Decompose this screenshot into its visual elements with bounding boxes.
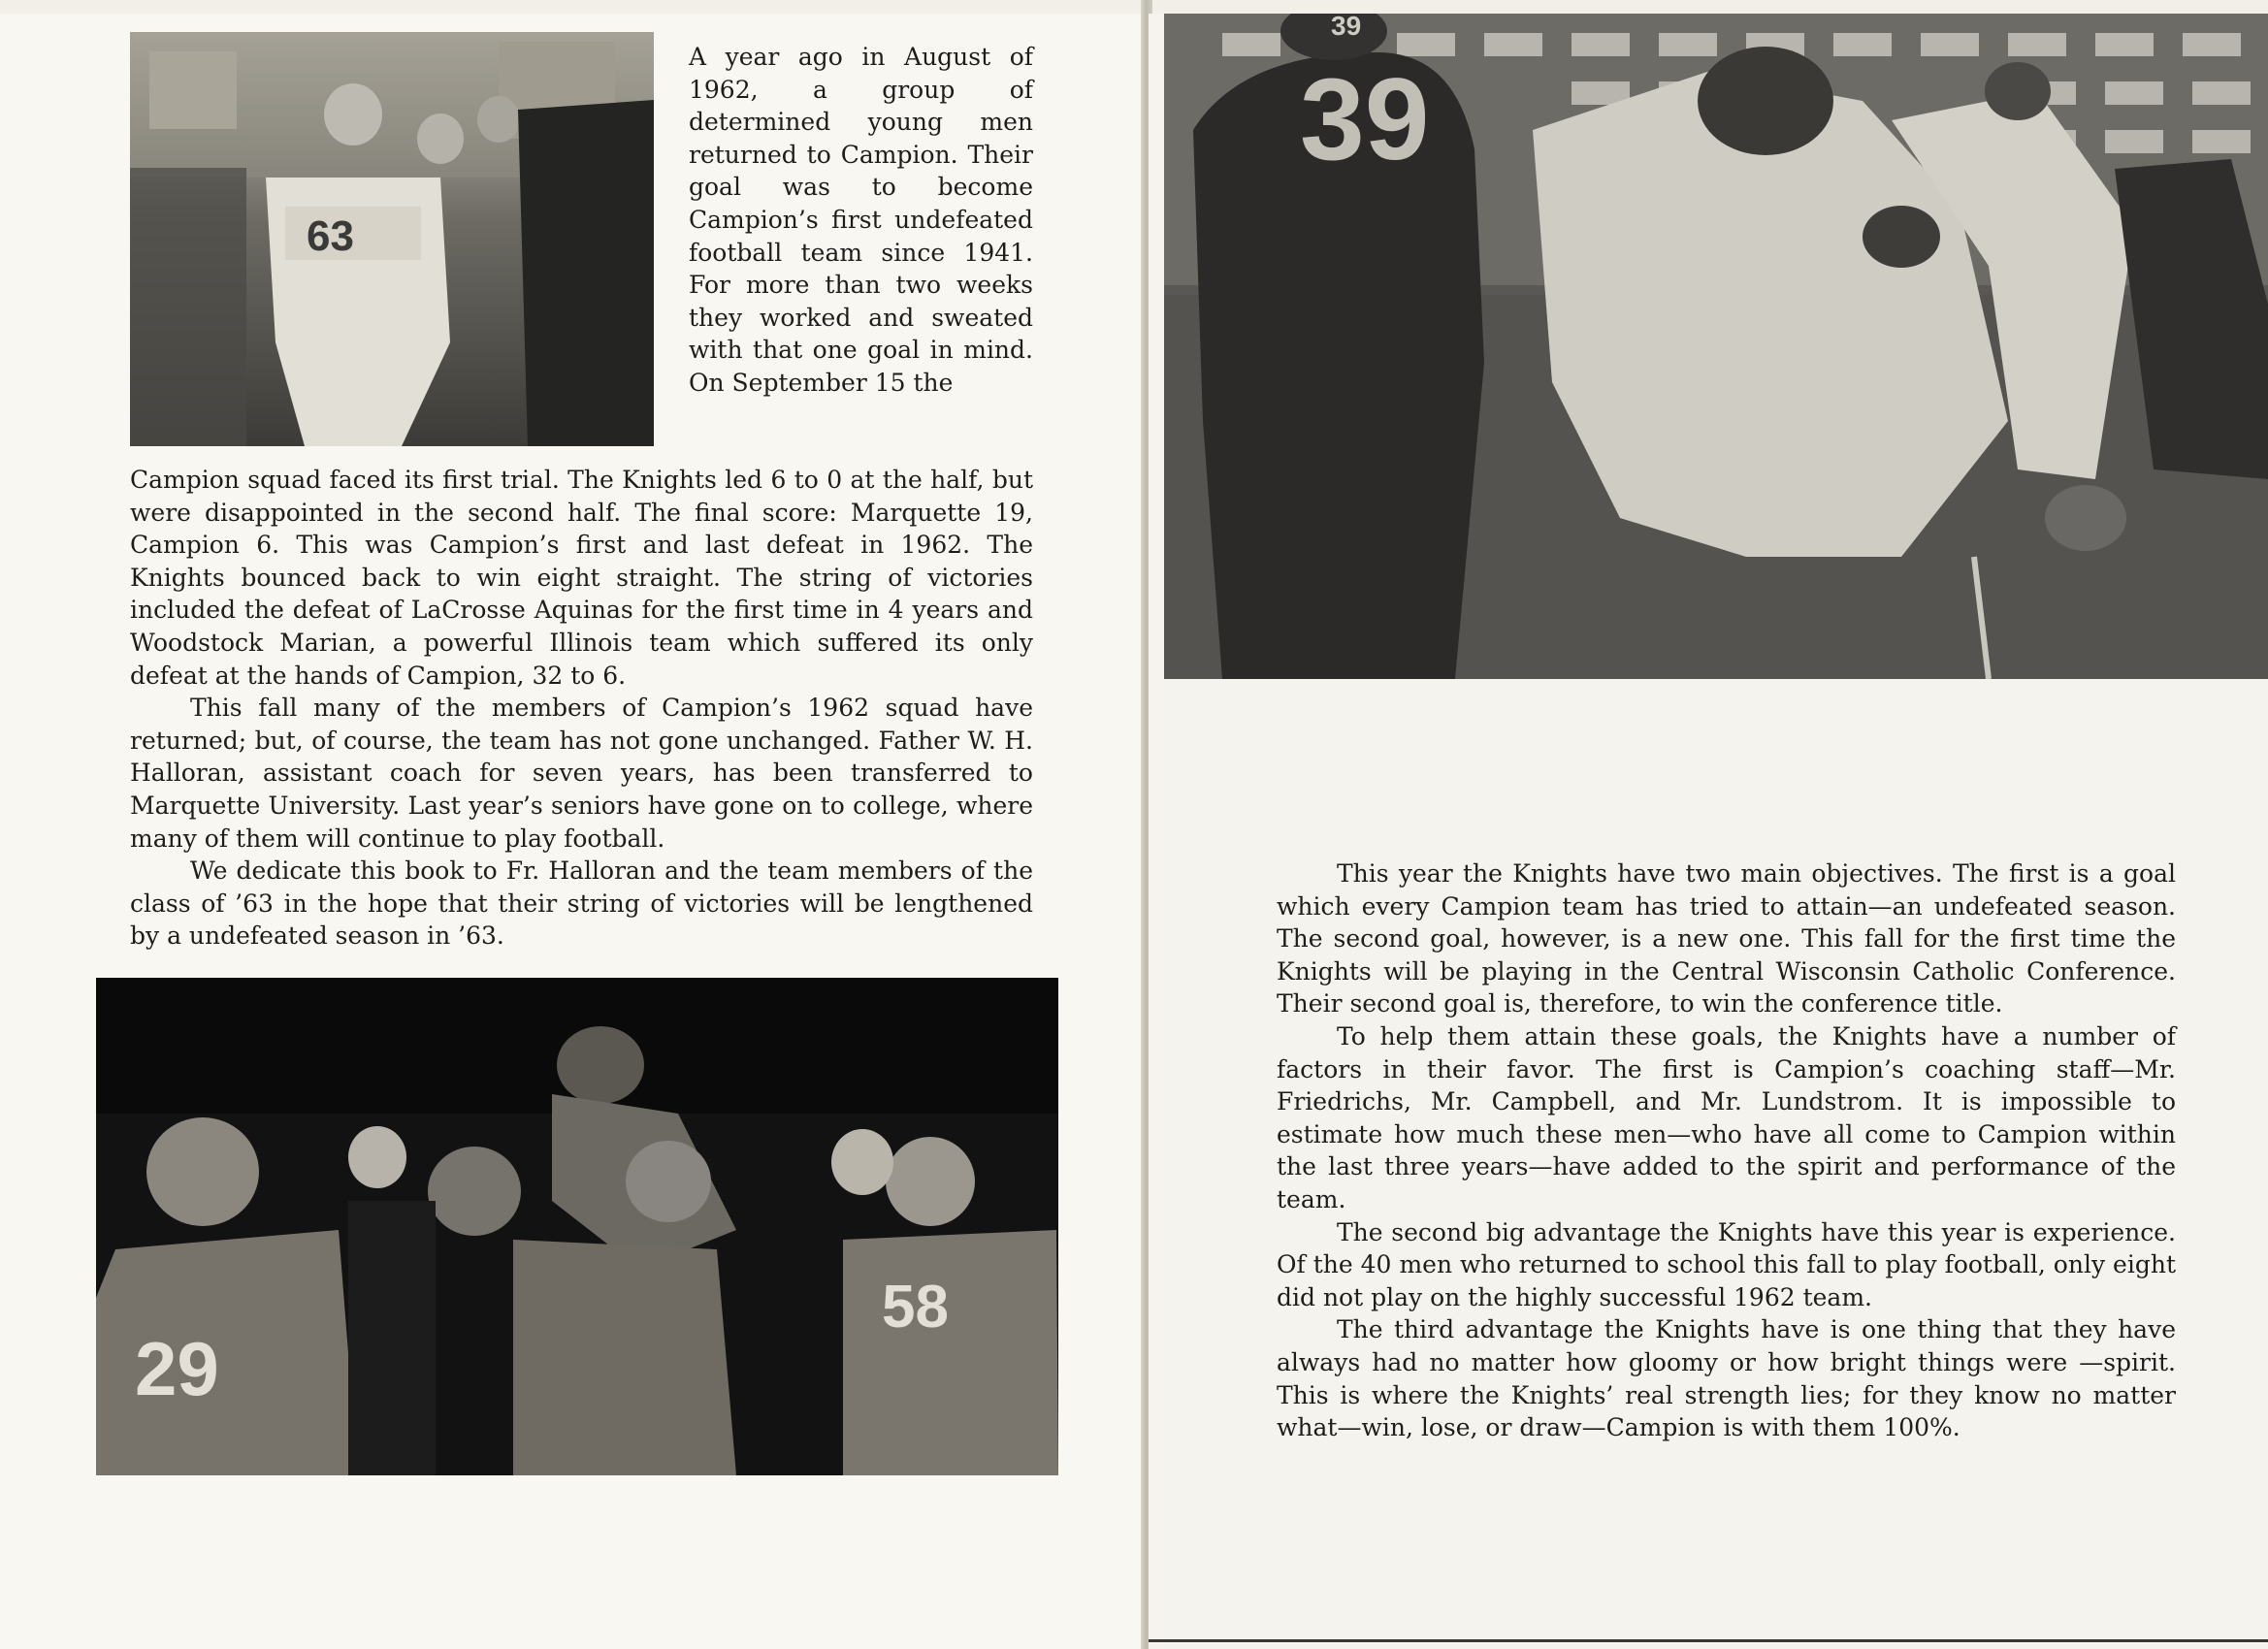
celebration-photo-image bbox=[96, 978, 1058, 1475]
intro-wrapped-text: A year ago in August of 1962, a group of determined young men returned to Campion. Their goal was to become Campion’s first undefeated football team since 1941. For more than two weeks they worked and sweated with that one goal in mind. On September 15 the bbox=[689, 43, 1033, 397]
celebration-photo bbox=[96, 978, 1058, 1475]
returned-squad-paragraph: This fall many of the members of Campion’s 1962 squad have returned; but, of course, the team has not gone unchanged. Father W. H. Halloran, assistant coach for seven years, has been transferred to Marquette University. Last year’s seniors have gone on to college, where many of them will continue to play football. bbox=[130, 694, 1033, 853]
objectives-paragraph: This year the Knights have two main objectives. The first is a goal which every Campion team has tried to attain—an undefeated season. The second goal, however, is a new one. This fall for the first time the Knights will be playing in the Central Wisconsin Catholic Conference. Their second goal is, therefore, to win the conference title. bbox=[1277, 859, 2176, 1018]
game-action-photo bbox=[1164, 14, 2268, 679]
helmet-number-39: 39 bbox=[1331, 14, 1362, 41]
jersey-number-29: 29 bbox=[135, 1326, 219, 1411]
intro-continued-paragraph: Campion squad faced its first trial. The Knights led 6 to 0 at the half, but were disappointed in the second half. The final score: Marquette 19, Campion 6. This was Campion’s first and last defeat in 1962. The Knights bounced back to win eight straight. The string of victories included the defeat of LaCrosse Aquinas for the first time in 4 years and Woodstock Marian, a powerful Illinois team which suffered its only defeat at the hands of Campion, 32 to 6. bbox=[130, 466, 1033, 690]
coaching-staff-paragraph: To help them attain these goals, the Knights have a number of factors in their favor. The first is Campion’s coaching staff—Mr. Friedrichs, Mr. Campbell, and Mr. Lundstrom. It is impossible to estimate how much these men—who have all come to Campion within the last three years—have added to the spirit and performance of the team. bbox=[1277, 1021, 2176, 1213]
experience-paragraph: The second big advantage the Knights have this year is experience. Of the 40 men who returned to school this fall to play football, only eight did not play on the highly successful 1962 team. bbox=[1277, 1217, 2176, 1311]
team-walking-photo-image bbox=[130, 32, 654, 446]
article-left-text bbox=[130, 464, 1033, 953]
jersey-number-58: 58 bbox=[882, 1274, 949, 1341]
article-right-text bbox=[1277, 857, 2176, 1444]
game-action-photo-image bbox=[1164, 14, 2268, 679]
jersey-number-39: 39 bbox=[1300, 54, 1430, 184]
spirit-paragraph: The third advantage the Knights have is one thing that they have always had no matter how gloomy or how bright things were —spirit. This is where the Knights’ real strength lies; for they know no matter what—win, lose, or draw—Campion is with them 100%. bbox=[1277, 1315, 2176, 1442]
page-bottom-edge bbox=[1149, 1639, 2268, 1642]
team-walking-photo bbox=[130, 32, 654, 446]
jersey-number-63: 63 bbox=[307, 212, 354, 260]
dedication-paragraph: We dedicate this book to Fr. Halloran and the team members of the class of ’63 in the hope that their string of victories will be lengthened by a undefeated season in ’63. bbox=[130, 857, 1033, 951]
